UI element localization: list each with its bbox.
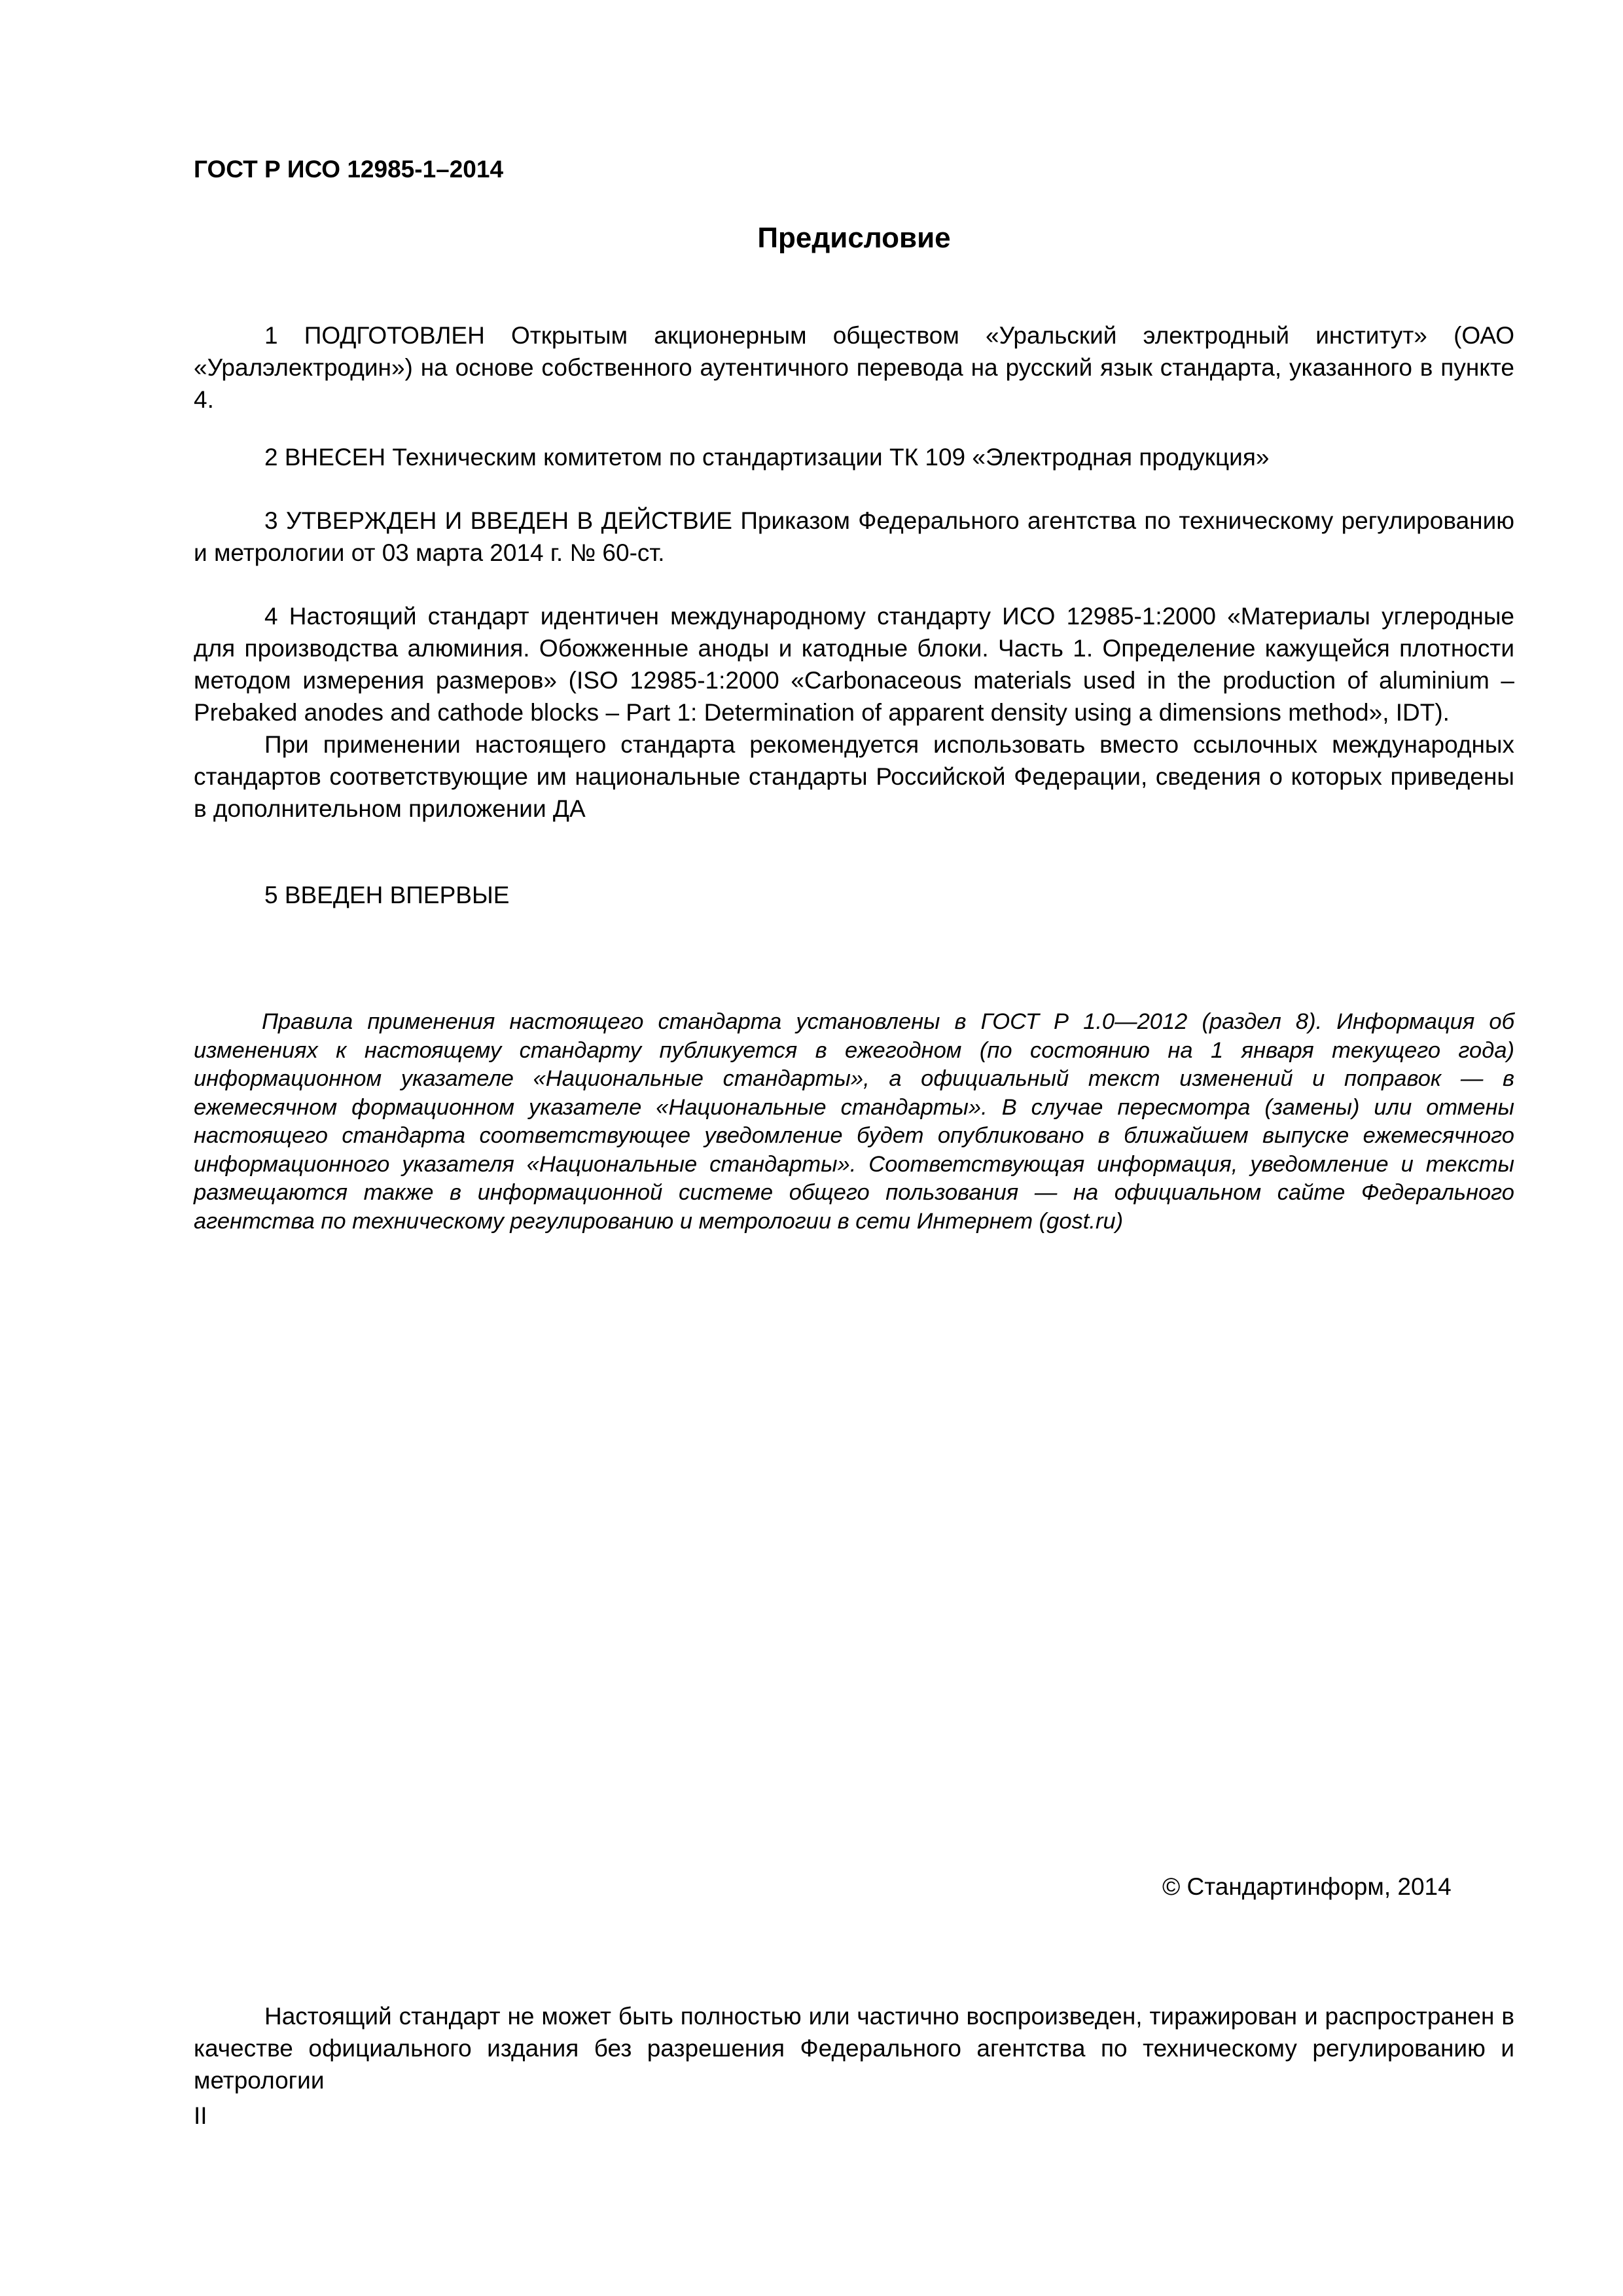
page-number: II (194, 2102, 207, 2129)
reproduction-restriction (194, 2000, 1514, 2096)
foreword-item-4 (194, 600, 1514, 825)
usage-rules-note (194, 1008, 1514, 1236)
foreword-item-5 (194, 879, 1514, 911)
paragraph-text: 5 ВВЕДЕН ВПЕРВЫЕ (264, 882, 510, 908)
page-title: Предисловие (757, 222, 951, 254)
restriction-text: Настоящий стандарт не может быть полностью или частично воспроизведен, тиражирован и распространен в качестве официального издания без разрешения Федерального агентства по техническому регулированию и метрологии (194, 2003, 1514, 2094)
paragraph-text: 1 ПОДГОТОВЛЕН Открытым акционерным обществом «Уральский электродный институт» (ОАО «Уралэлектродин») на основе собственного аутентичного перевода на русский язык стандарта, указанного в пункте 4. (194, 322, 1514, 413)
copyright-line: © Стандартинформ, 2014 (1162, 1873, 1452, 1900)
foreword-item-1 (194, 319, 1514, 416)
paragraph-text: 2 ВНЕСЕН Техническим комитетом по стандартизации ТК 109 «Электродная продукция» (264, 444, 1270, 471)
paragraph-text: 4 Настоящий стандарт идентичен международному стандарту ИСО 12985-1:2000 «Материалы углеродные для производства алюминия. Обожженные аноды и катодные блоки. Часть 1. Определение кажущейся плотности методом измерения размеров» (ISO 12985-1:2000 «Carbonaceous materials used in the production of aluminium – Prebaked anodes and cathode blocks – Part 1: Determination of apparent density using a dimensions method», IDT). (194, 603, 1514, 726)
foreword-item-3 (194, 505, 1514, 569)
foreword-item-2 (194, 441, 1514, 473)
paragraph-text: При применении настоящего стандарта рекомендуется использовать вместо ссылочных международных стандартов соответствующие им национальные стандарты Российской Федерации, сведения о которых приведены в дополнительном приложении ДА (194, 731, 1514, 822)
paragraph-text: 3 УТВЕРЖДЕН И ВВЕДЕН В ДЕЙСТВИЕ Приказом Федерального агентства по техническому регулированию и метрологии от 03 марта 2014 г. № 60-ст. (194, 507, 1514, 566)
document-code: ГОСТ Р ИСО 12985-1–2014 (194, 156, 504, 183)
note-text: Правила применения настоящего стандарта установлены в ГОСТ Р 1.0—2012 (раздел 8). Информация об изменениях к настоящему стандарту публикуется в ежегодном (по состоянию на 1 января текущего года) информационном указателе «Национальные стандарты», а официальный текст изменений и поправок — в ежемесячном формационном указателе «Национальные стандарты». В случае пересмотра (замены) или отмены настоящего стандарта соответствующее уведомление будет опубликовано в ближайшем выпуске ежемесячного информационного указателя «Национальные стандарты». Соответствующая информация, уведомление и тексты размещаются также в информационной системе общего пользования — на официальном сайте Федерального агентства по техническому регулированию и метрологии в сети Интернет (gost.ru) (194, 1009, 1514, 1234)
